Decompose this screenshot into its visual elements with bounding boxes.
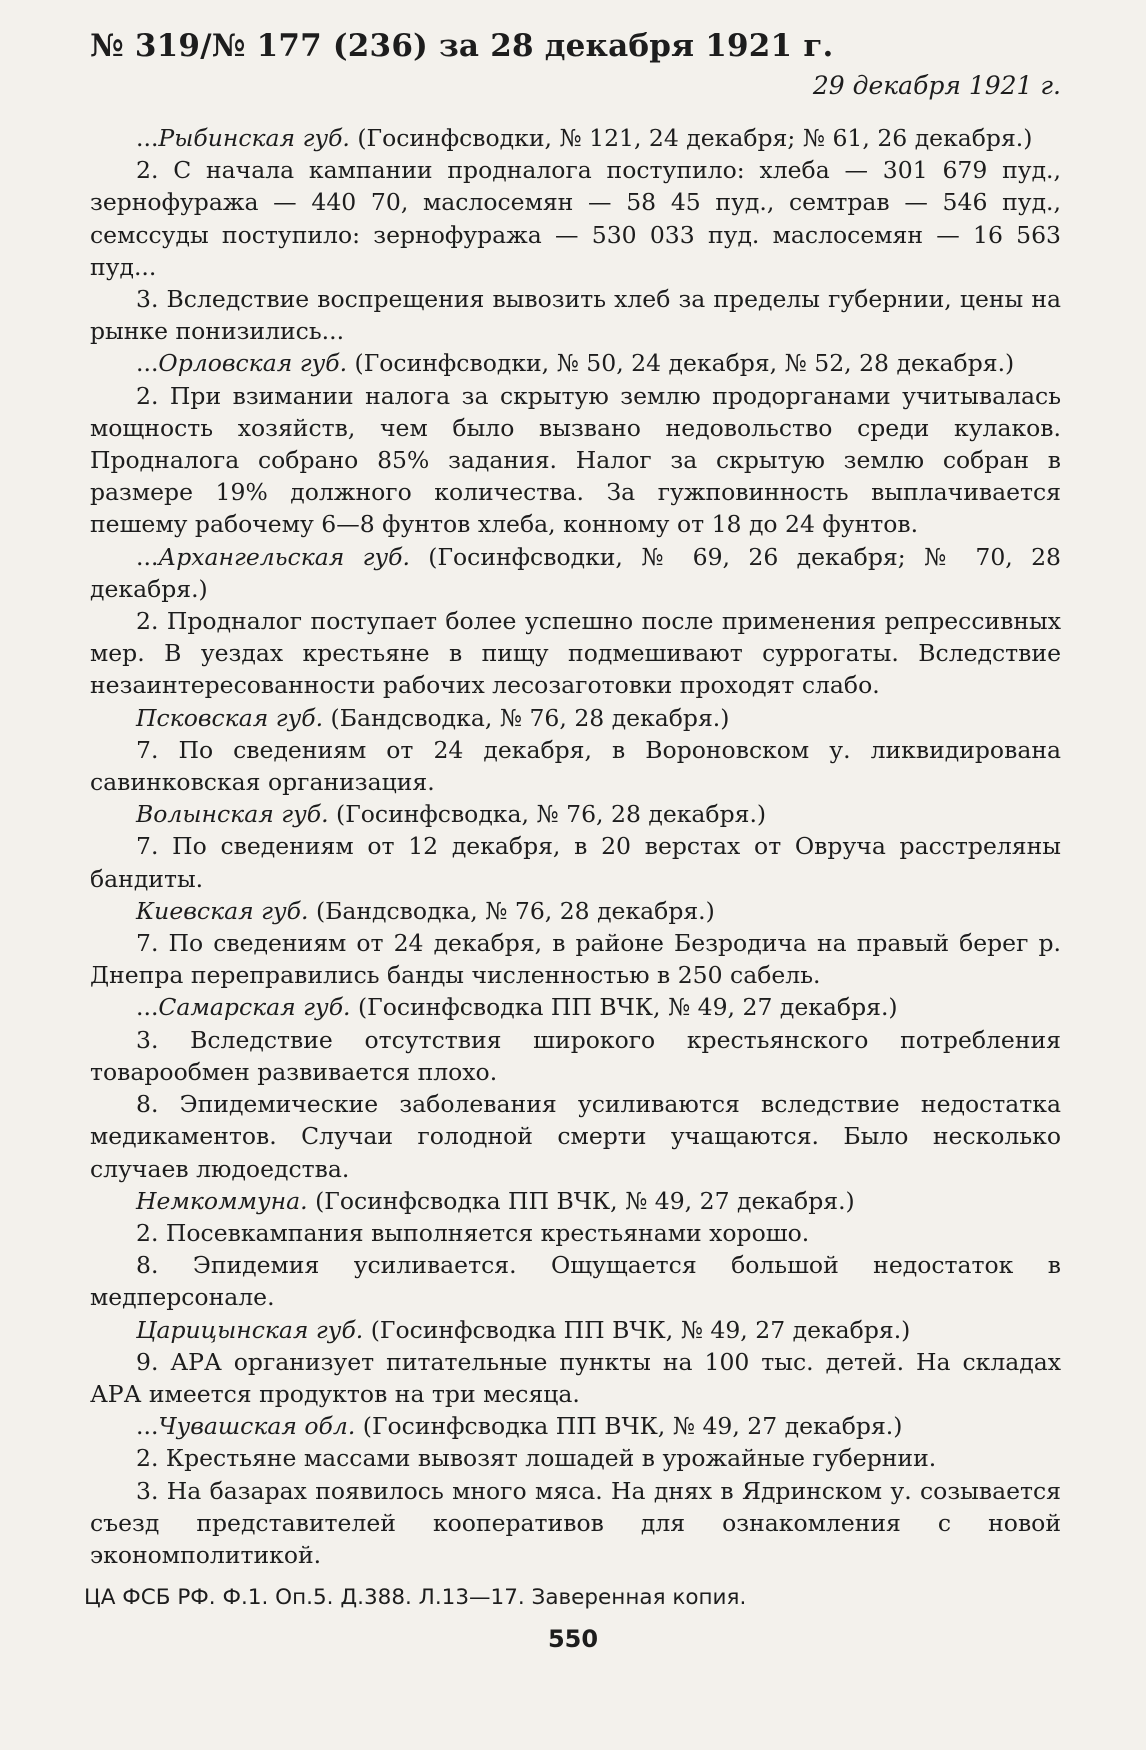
report-paragraph: 7. По сведениям от 24 декабря, в районе Безродича на правый берег р. Днепра переправились банды численностью в 250 сабель. [90,929,1061,990]
ellipsis-prefix: ... [136,124,159,152]
region-name: Волынская губ. [136,800,329,829]
region-heading [90,702,1061,734]
region-source: (Госинфсводка ПП ВЧК, № 49, 27 декабря.) [363,1315,911,1344]
report-paragraph: 8. Эпидемические заболевания усиливаются вследствие недостатка медикаментов. Случаи голодной смерти учащаются. Было несколько случаев людоедства. [90,1090,1061,1183]
report-paragraph: 7. По сведениям от 12 декабря, в 20 верстах от Овруча расстреляны бандиты. [90,832,1061,893]
archive-source: ЦА ФСБ РФ. Ф.1. Оп.5. Д.388. Л.13—17. Заверенная копия. [84,1585,747,1611]
region-heading [90,798,1061,830]
report-paragraph: 2. Продналог поступает более успешно после применения репрессивных мер. В уездах крестьяне в пищу подмешивают суррогаты. Вследствие незаинтересованности рабочих лесозаготовки проходят слабо. [90,607,1061,700]
ellipsis-prefix: ... [136,1412,159,1441]
region-source: (Госинфсводки, № 69, 26 декабря; № 70, 28 декабря.) [90,542,1061,603]
report-paragraph: 8. Эпидемия усиливается. Ощущается большой недостаток в медперсонале. [90,1251,1061,1312]
region-name: Архангельская губ. [158,542,410,571]
region-name: Чувашская обл. [158,1412,356,1441]
region-source: (Госинфсводка ПП ВЧК, № 49, 27 декабря.) [355,1412,903,1441]
report-paragraph: 3. На базарах появилось много мяса. На днях в Ядринском у. созывается съезд представителей кооперативов для ознакомления с новой экономполитикой. [90,1476,1061,1569]
report-paragraph: 7. По сведениям от 24 декабря, в Вороновском у. ликвидирована савинковская организация. [90,735,1061,797]
region-heading [90,541,1061,605]
document-date: 29 декабря 1921 г. [812,71,1061,100]
region-name: Рыбинская губ. [158,124,350,152]
report-paragraph: 2. Посевкампания выполняется крестьянами хорошо. [136,1218,810,1247]
region-heading [90,991,1061,1023]
page-number: 550 [547,1625,599,1653]
report-paragraph: 2. С начала кампании продналога поступило: хлеба — 301 679 пуд., зернофуража — 440 70, маслосемян — 58 45 пуд., семтрав — 546 пуд., семссуды поступило: зернофуража — 530 033 пуд. маслосемян — 16 563 пуд... [90,156,1061,281]
region-name: Царицынская губ. [136,1315,364,1344]
document-title: № 319/№ 177 (236) за 28 декабря 1921 г. [90,28,834,64]
ellipsis-prefix: ... [136,993,159,1022]
report-paragraph: 3. Вследствие отсутствия широкого крестьянского потребления товарообмен развивается плохо. [90,1025,1061,1086]
region-source: (Госинфсводка, № 76, 28 декабря.) [328,800,767,829]
report-paragraph: 2. При взимании налога за скрытую землю продорганами учитывалась мощность хозяйств, чем было вызвано недовольство среди кулаков. Продналога собрано 85% задания. Налог за скрытую землю собран в размере 19% должного количества. За гужповинность выплачивается пешему рабочему 6—8 фунтов хлеба, конному от 18 до 24 фунтов. [90,381,1061,539]
region-source: (Госинфсводка ПП ВЧК, № 49, 27 декабря.) [350,993,898,1022]
region-source: (Бандсводка, № 76, 28 декабря.) [323,703,730,732]
region-heading [90,1410,1061,1442]
region-source: (Госинфсводки, № 50, 24 декабря, № 52, 28 декабря.) [347,349,1015,378]
region-name: Орловская губ. [158,349,348,378]
ellipsis-prefix: ... [136,542,159,571]
region-heading [90,1314,1061,1346]
report-paragraph: 9. АРА организует питательные пункты на 100 тыс. детей. На складах АРА имеется продуктов на три месяца. [90,1347,1061,1408]
region-name: Самарская губ. [158,993,351,1022]
region-heading [90,347,1061,379]
region-source: (Госинфсводки, № 121, 24 декабря; № 61, 26 декабря.) [349,124,1033,152]
region-name: Киевская губ. [136,896,309,925]
document-body [90,122,1061,1571]
ellipsis-prefix: ... [136,349,159,378]
region-name: Псковская губ. [136,703,324,732]
region-heading [90,895,1061,927]
region-heading [90,122,1061,154]
region-heading [90,1185,1061,1217]
region-name: Немкоммуна. [136,1186,308,1215]
region-source: (Бандсводка, № 76, 28 декабря.) [308,896,715,925]
region-source: (Госинфсводка ПП ВЧК, № 49, 27 декабря.) [307,1186,855,1215]
report-paragraph: 3. Вследствие воспрещения вывозить хлеб за пределы губернии, цены на рынке понизились... [90,285,1061,346]
report-paragraph: 2. Крестьяне массами вывозят лошадей в урожайные губернии. [136,1444,937,1473]
